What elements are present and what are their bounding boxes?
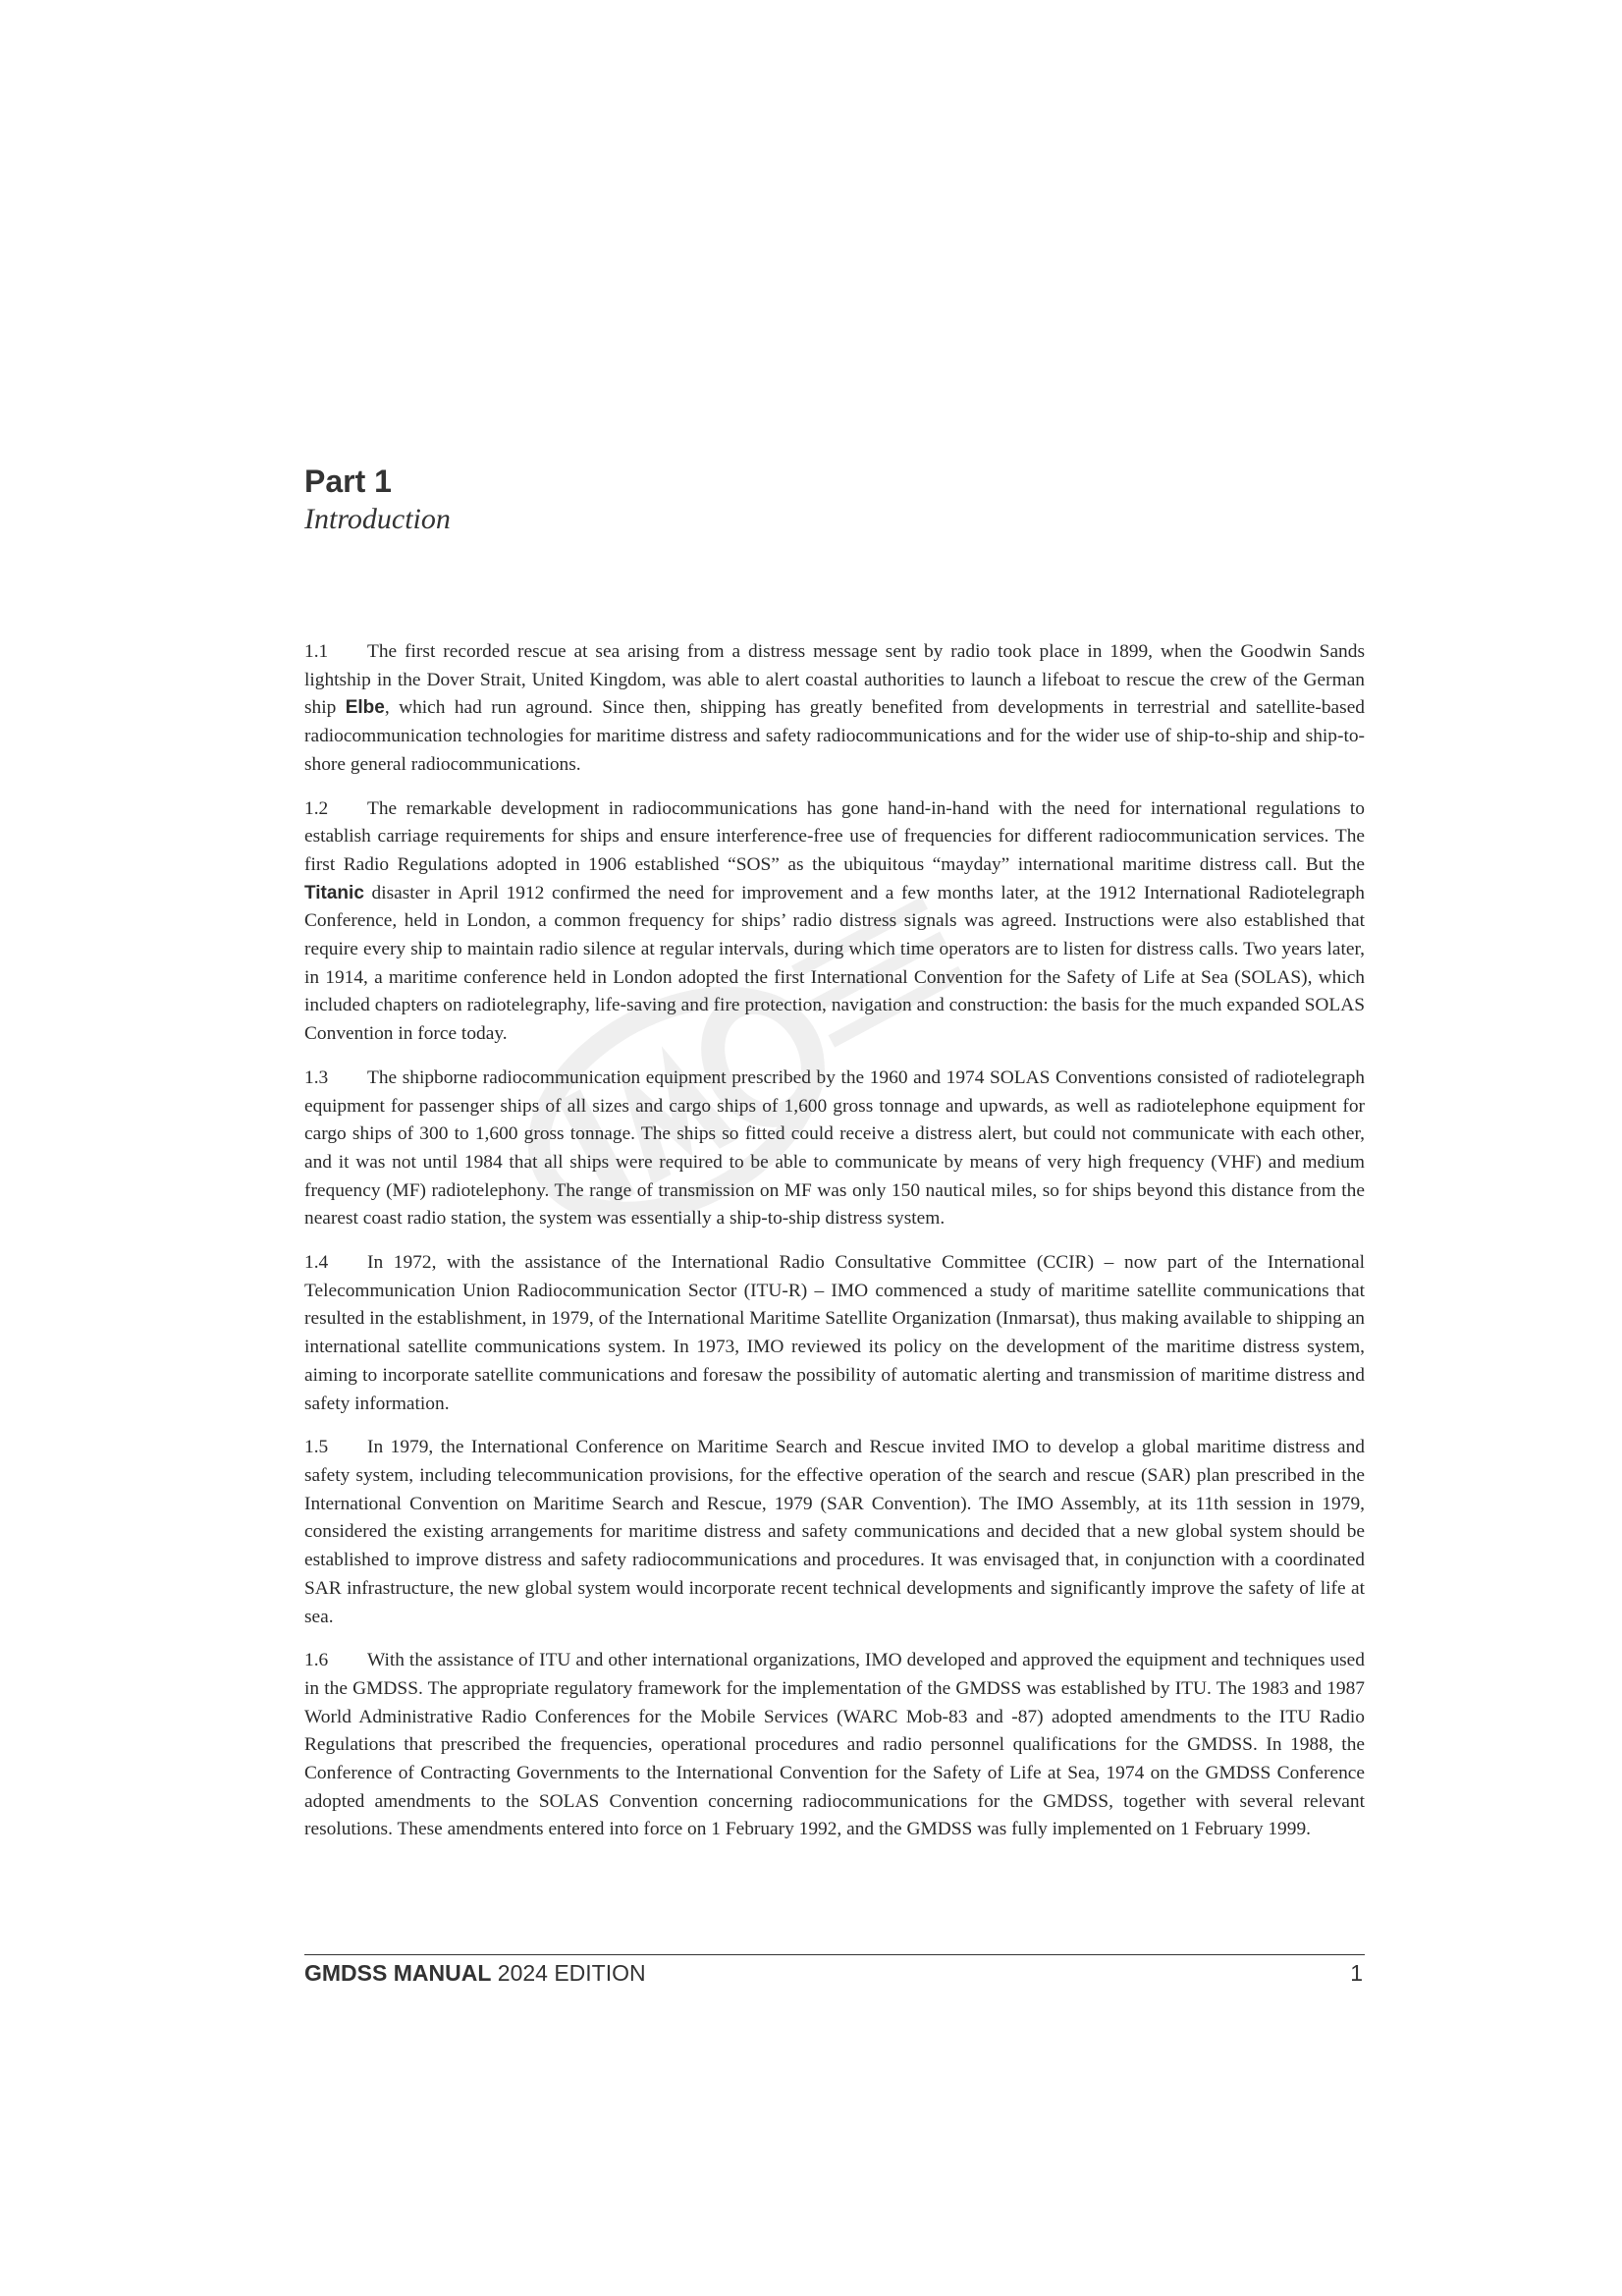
paragraph-text: The remarkable development in radiocommunications has gone hand-in-hand with the need for international regulations to establish carriage requirements for ships and ensure interference-free use of frequencies for different radiocommunication services. The first Radio Regulations adopted in 1906 established “SOS” as the ubiquitous “mayday” international maritime distress call. But the [304, 797, 1365, 875]
paragraph-number: 1.4 [304, 1252, 329, 1274]
paragraph-text: disaster in April 1912 confirmed the need for improvement and a few months later, at the 1912 International Radiotelegraph Conference, held in London, a common frequency for ships’ radio distress signals was agreed. Instructions were also established that require every ship to maintain radio silence at regular intervals, during which time operators are to listen for distress calls. Two years later, in 1914, a maritime conference held in London adopted the first International Convention for the Safety of Life at Sea (SOLAS), which included chapters on radiotelegraphy, life-saving and fire protection, navigation and construction: the basis for the much expanded SOLAS Convention in force today. [304, 882, 1365, 1045]
ship-name-elbe: Elbe [345, 697, 385, 719]
paragraph-number: 1.3 [304, 1066, 329, 1088]
paragraph-number: 1.1 [304, 641, 329, 662]
paragraph-1-2 [304, 795, 1365, 1049]
paragraph-1-6 [304, 1647, 1365, 1844]
paragraph-1-1 [304, 638, 1365, 780]
paragraph-1-5 [304, 1434, 1365, 1631]
paragraph-text: The shipborne radiocommunication equipment prescribed by the 1960 and 1974 SOLAS Conventions consisted of radiotelegraph equipment for passenger ships of all sizes and cargo ships of 1,600 gross tonnage and upwards, as well as radiotelephone equipment for cargo ships of 300 to 1,600 gross tonnage. The ships so fitted could receive a distress alert, but could not communicate with each other, and it was not until 1984 that all ships were required to be able to communicate by means of very high frequency (VHF) and medium frequency (MF) radiotelephony. The range of transmission on MF was only 150 nautical miles, so for ships beyond this distance from the nearest coast radio station, the system was essentially a ship-to-ship distress system. [304, 1066, 1365, 1230]
paragraph-number: 1.2 [304, 797, 329, 819]
footer-manual-title: GMDSS MANUAL [304, 1960, 492, 1986]
part-number: Part 1 [304, 464, 392, 499]
paragraph-number: 1.6 [304, 1650, 329, 1671]
paragraph-text: With the assistance of ITU and other international organizations, IMO developed and approved the equipment and techniques used in the GMDSS. The appropriate regulatory framework for the implementation of the GMDSS was established by ITU. The 1983 and 1987 World Administrative Radio Conferences for the Mobile Services (WARC Mob-83 and -87) adopted amendments to the ITU Radio Regulations that prescribed the frequencies, operational procedures and radio personnel qualifications for the GMDSS. In 1988, the Conference of Contracting Governments to the International Convention for the Safety of Life at Sea, 1974 on the GMDSS Conference adopted amendments to the SOLAS Convention concerning radiocommunications for the GMDSS, together with several relevant resolutions. These amendments entered into force on 1 February 1992, and the GMDSS was fully implemented on 1 February 1999. [304, 1650, 1365, 1840]
footer-divider [304, 1954, 1365, 1955]
paragraph-text: The first recorded rescue at sea arising from a distress message sent by radio took place in 1899, when the Goodwin Sands lightship in the Dover Strait, United Kingdom, was able to alert coastal authorities to launch a lifeboat to rescue the crew of the German ship [304, 641, 1365, 719]
paragraph-number: 1.5 [304, 1437, 329, 1458]
part-title: Introduction [304, 503, 451, 535]
ship-name-titanic: Titanic [304, 882, 364, 903]
body-text [304, 638, 1365, 1860]
paragraph-1-4 [304, 1249, 1365, 1418]
paragraph-text: , which had run aground. Since then, shipping has greatly benefited from developments in terrestrial and satellite-based radiocommunication technologies for maritime distress and safety radiocommunications and for the wider use of ship-to-ship and ship-to-shore general radiocommunications. [304, 697, 1366, 775]
page-number: 1 [1350, 1960, 1363, 1986]
paragraph-text: In 1979, the International Conference on Maritime Search and Rescue invited IMO to develop a global maritime distress and safety system, including telecommunication provisions, for the effective operation of the search and rescue (SAR) plan prescribed in the International Convention on Maritime Search and Rescue, 1979 (SAR Convention). The IMO Assembly, at its 11th session in 1979, considered the existing arrangements for maritime distress and safety communications and decided that a new global system should be established to improve distress and safety radiocommunications and procedures. It was envisaged that, in conjunction with a coordinated SAR infrastructure, the new global system would incorporate recent technical developments and significantly improve the safety of life at sea. [304, 1437, 1365, 1627]
page-footer [304, 1960, 1365, 1990]
footer-edition: 2024 EDITION [497, 1960, 646, 1986]
paragraph-1-3 [304, 1065, 1365, 1233]
paragraph-text: In 1972, with the assistance of the International Radio Consultative Committee (CCIR) – now part of the International Telecommunication Union Radiocommunication Sector (ITU-R) – IMO commenced a study of maritime satellite communications that resulted in the establishment, in 1979, of the International Maritime Satellite Organization (Inmarsat), thus making available to shipping an international satellite communications system. In 1973, IMO reviewed its policy on the development of the maritime distress system, aiming to incorporate satellite communications and foresaw the possibility of automatic alerting and transmission of maritime distress and safety information. [304, 1252, 1365, 1414]
part-header [304, 462, 451, 538]
